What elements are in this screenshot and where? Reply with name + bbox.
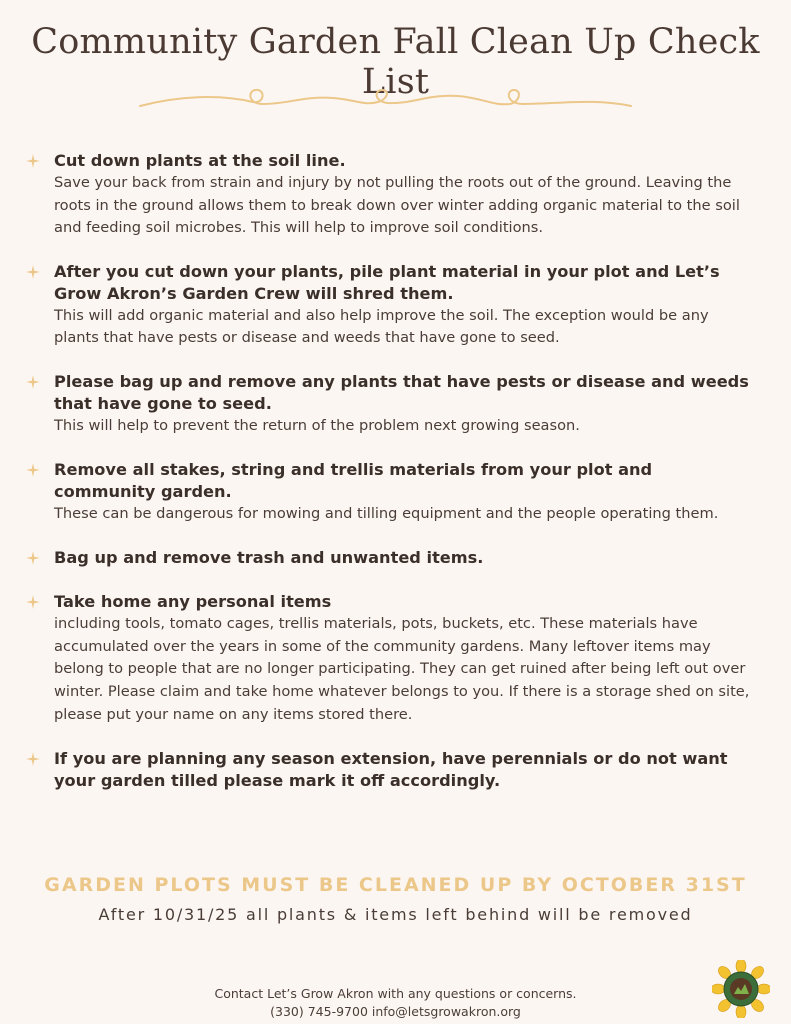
page-title: Community Garden Fall Clean Up Check List bbox=[31, 22, 760, 102]
checklist-item bbox=[0, 748, 791, 792]
sunflower-logo-icon bbox=[712, 960, 770, 1018]
deadline-banner: GARDEN PLOTS MUST BE CLEANED UP BY OCTOBER 31ST bbox=[44, 874, 747, 896]
checklist-item-body: This will add organic material and also help improve the soil. The exception would be any plants that have pests or disease and weeds that have gone to seed. bbox=[54, 306, 709, 347]
checklist-item-heading: Cut down plants at the soil line. bbox=[54, 151, 346, 170]
checklist bbox=[0, 150, 791, 792]
checklist-item bbox=[0, 150, 791, 240]
checklist-item-heading: Bag up and remove trash and unwanted items. bbox=[54, 548, 484, 568]
sparkle-icon bbox=[26, 463, 40, 477]
checklist-item-heading: Take home any personal items bbox=[54, 592, 332, 612]
checklist-item-heading: If you are planning any season extension, have perennials or do not want your garden tilled please mark it off accordingly. bbox=[54, 749, 728, 791]
sparkle-icon bbox=[26, 752, 40, 766]
decorative-flourish-icon bbox=[138, 84, 633, 114]
sparkle-icon bbox=[26, 595, 40, 609]
checklist-item-body: These can be dangerous for mowing and tilling equipment and the people operating them. bbox=[54, 504, 719, 522]
sparkle-icon bbox=[26, 265, 40, 279]
checklist-item-body: This will help to prevent the return of the problem next growing season. bbox=[54, 416, 580, 434]
sparkle-icon bbox=[26, 551, 40, 565]
checklist-item bbox=[0, 459, 791, 526]
sparkle-icon bbox=[26, 375, 40, 389]
checklist-item-heading: After you cut down your plants, pile plant material in your plot and Let’s Grow Akron’s Garden Crew will shred them. bbox=[54, 261, 720, 303]
contact-line: Contact Let’s Grow Akron with any questions or concerns. bbox=[214, 986, 577, 1001]
checklist-item bbox=[0, 547, 791, 569]
checklist-item bbox=[0, 261, 791, 350]
contact-info bbox=[0, 985, 791, 1021]
contact-details: (330) 745-9700 info@letsgrowakron.org bbox=[270, 1004, 521, 1019]
checklist-item-body: including tools, tomato cages, trellis materials, pots, buckets, etc. These materials have accumulated over the years in some of the community gardens. Many leftover items may belong to people that are no longer participating. They can get ruined after being left out over winter. Please claim and take home whatever belongs to you. If there is a storage shed on site, please put your name on any items stored there. bbox=[54, 615, 750, 723]
sparkle-icon bbox=[26, 154, 40, 168]
checklist-item-heading: Remove all stakes, string and trellis materials from your plot and community garden. bbox=[54, 459, 653, 501]
checklist-item bbox=[0, 371, 791, 438]
checklist-item-body: Save your back from strain and injury by not pulling the roots out of the ground. Leaving the roots in the ground allows them to break down over winter adding organic material to the soil and feeding soil microbes. This will help to improve soil conditions. bbox=[54, 174, 740, 237]
checklist-item bbox=[0, 591, 791, 726]
removal-notice: After 10/31/25 all plants & items left behind will be removed bbox=[98, 905, 693, 924]
checklist-item-heading: Please bag up and remove any plants that have pests or disease and weeds that have gone to seed. bbox=[54, 371, 749, 413]
